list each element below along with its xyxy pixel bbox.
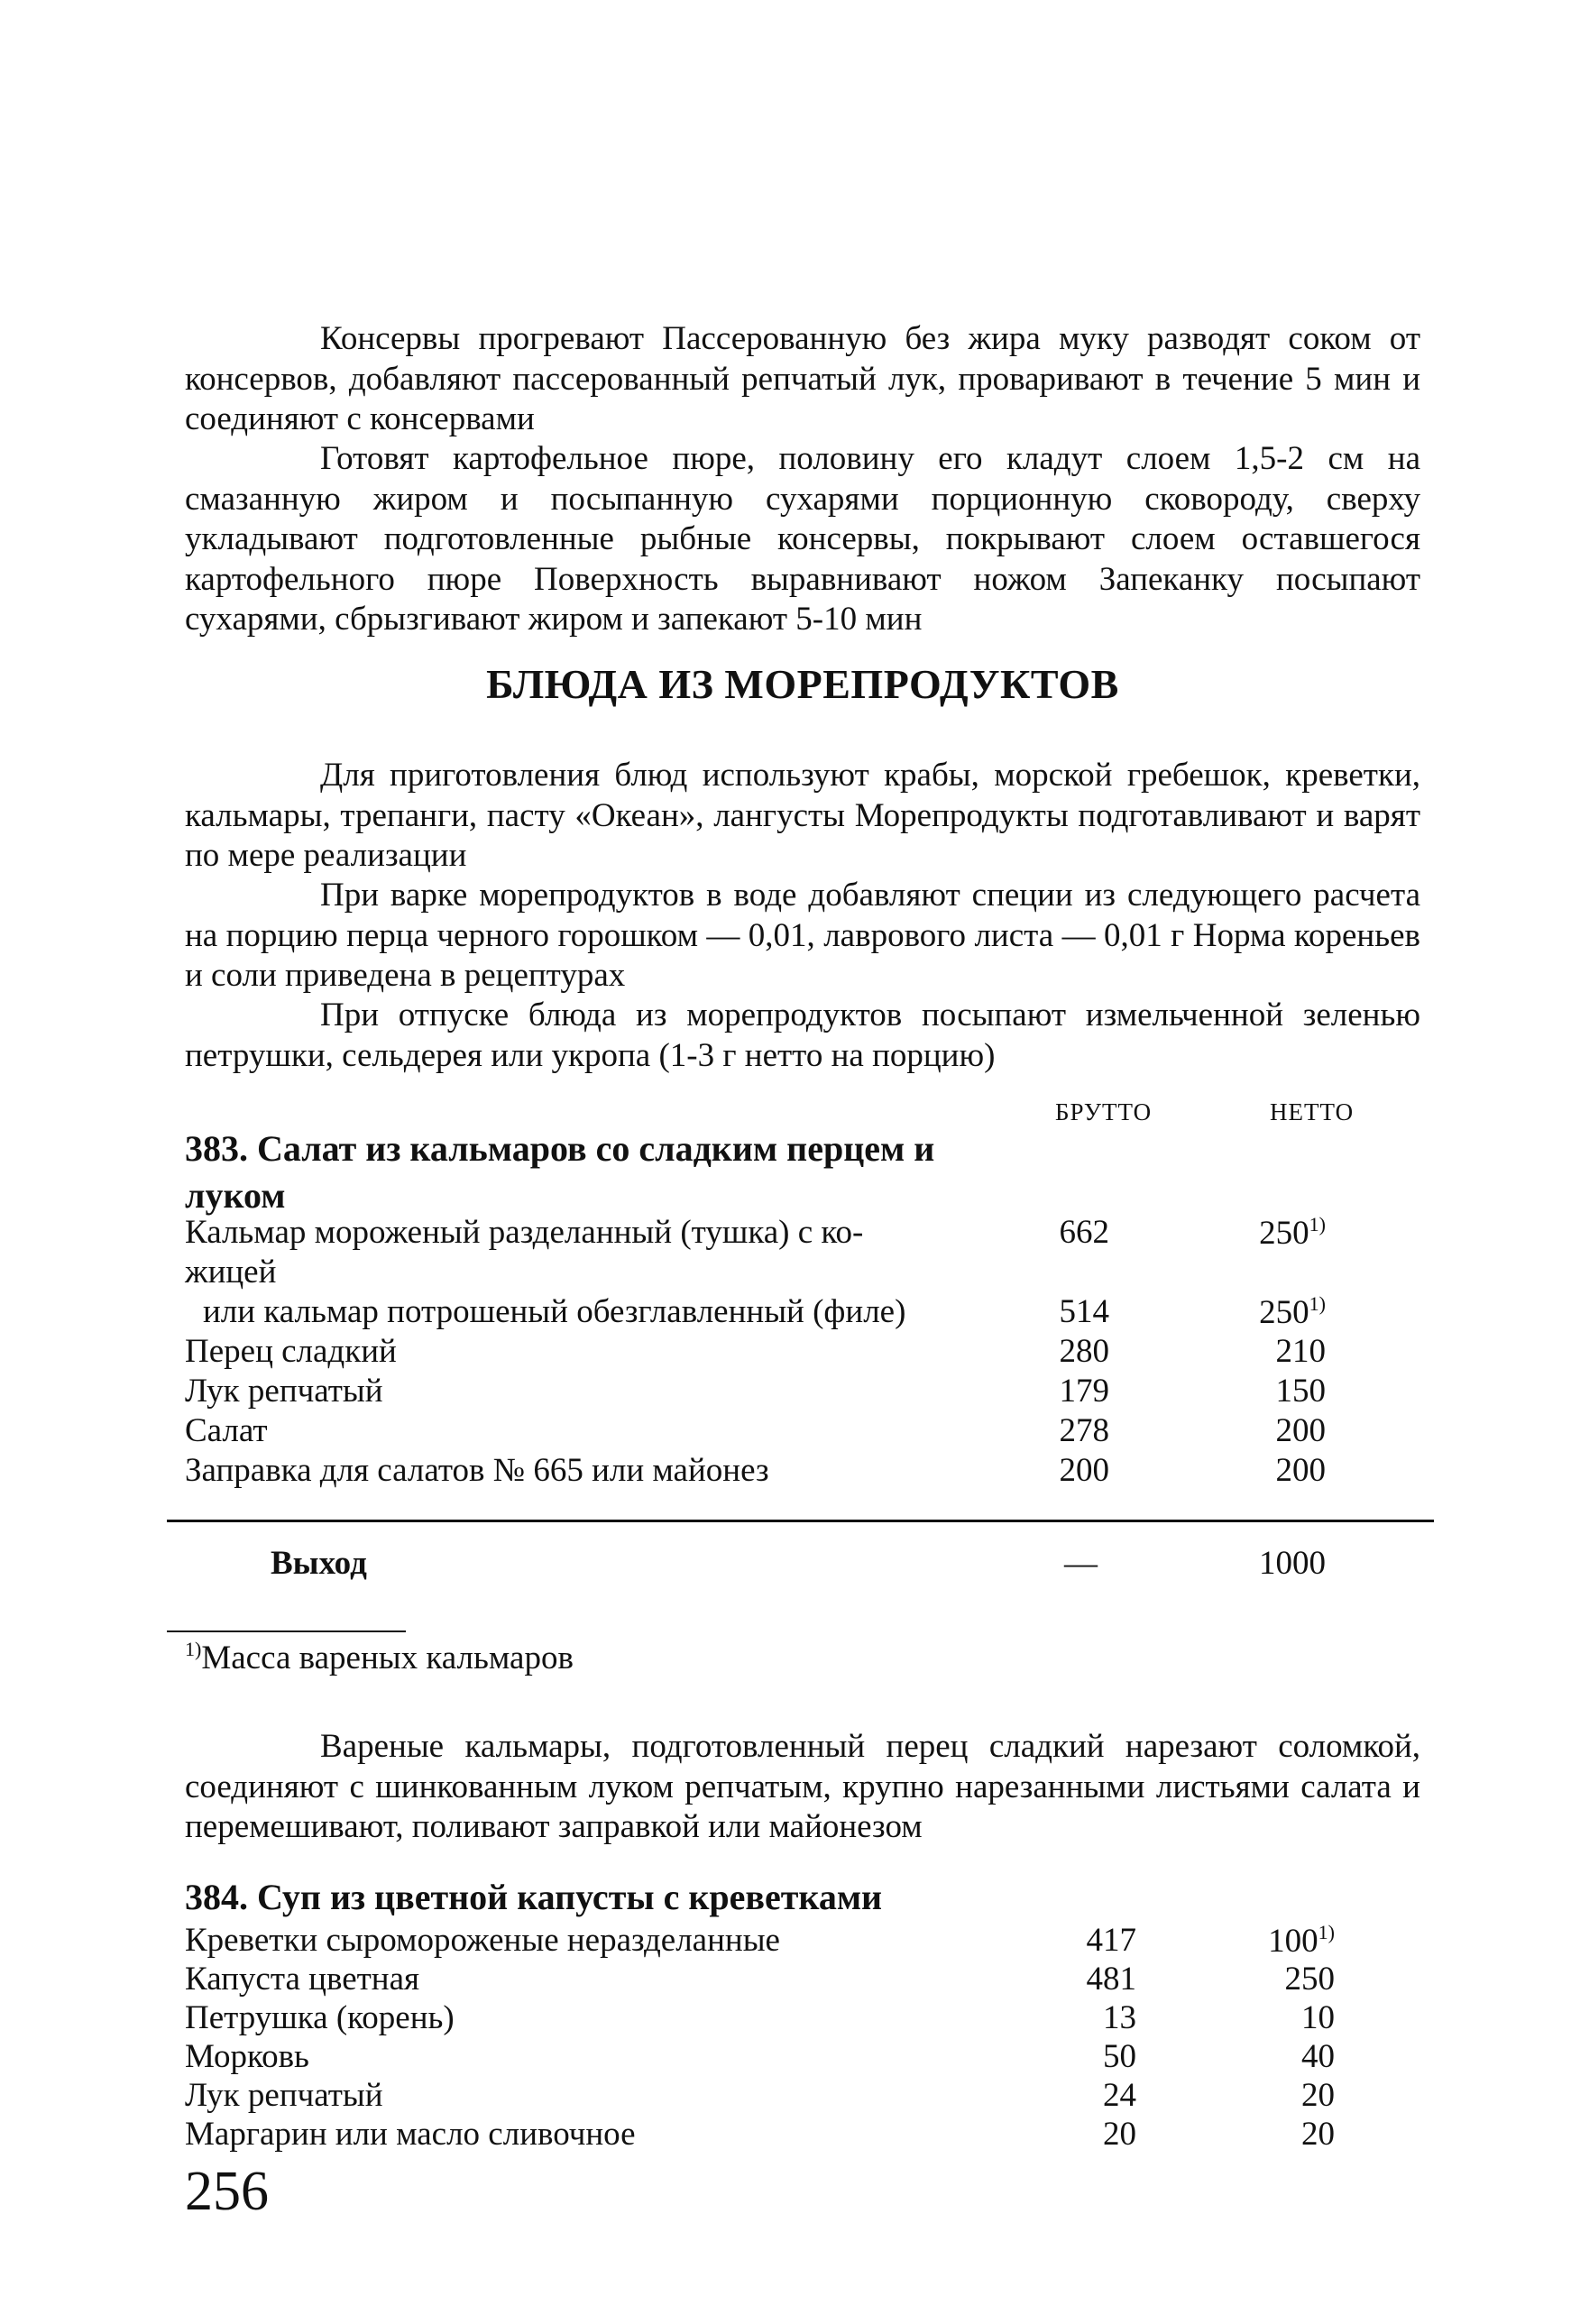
netto-value: 250$^{1)}$ <box>1259 1213 1326 1252</box>
brutto-value: 50 <box>1103 2038 1136 2075</box>
section-paragraph-3: При отпуске блюда из морепродуктов посыпают измельченной зеленью петрушки, сельдерея или укропа (1-3 г нетто на порцию) <box>185 997 1420 1074</box>
recipe-383-description: Вареные кальмары, подготовленный перец сладкий нарезают соломкой, соединяют с шинкованным луком репчатым, крупно нарезанными листьями салата и перемешивают, поливают заправкой или майонезом <box>185 1728 1420 1845</box>
brutto-value: 514 <box>1059 1293 1109 1330</box>
section-paragraph-2: При варке морепродуктов в воде добавляют специи из следующего расчета на порцию перца черного горошком — 0,01, лаврового листа — 0,01 г Норма кореньев и соли приведена в рецептурах <box>185 877 1420 994</box>
brutto-value: 24 <box>1103 2077 1136 2114</box>
netto-value: 200 <box>1275 1412 1326 1449</box>
intro-paragraph-1: Консервы прогревают Пассерованную без жира муку разводят соком от консервов, добавляют пассерованный репчатый лук, проваривают в течение 5 мин и соединяют с консервами <box>185 320 1420 437</box>
ingredient-name: Кальмар мороженый разделанный (тушка) с ко- <box>185 1214 864 1251</box>
brutto-value: 179 <box>1059 1373 1109 1410</box>
ingredient-name: жицей <box>185 1254 277 1291</box>
ingredient-row <box>0 1998 1571 2038</box>
ingredient-name: Перец сладкий <box>185 1333 397 1370</box>
netto-value: 250$^{1)}$ <box>1259 1292 1326 1331</box>
yield-netto: 1000 <box>1259 1545 1326 1582</box>
ingredient-row <box>0 1332 1571 1372</box>
netto-value: 100$^{1)}$ <box>1268 1921 1335 1960</box>
brutto-value: 13 <box>1103 1999 1136 2036</box>
column-header-brutto: БРУТТО <box>1055 1098 1153 1125</box>
yield-brutto: — <box>1064 1545 1098 1582</box>
page-number: 256 <box>185 2161 269 2222</box>
intro-paragraph-2: Готовят картофельное пюре, половину его кладут слоем 1,5-2 см на смазанную жиром и посыпанную сухарями порционную сковороду, сверху укладывают подготовленные рыбные консервы, покрывают слоем оставшегося картофельного пюре Поверхность выравнивают ножом Запеканку посыпают сухарями, сбрызгивают жиром и запекают 5-10 мин <box>185 440 1420 638</box>
netto-value: 10 <box>1301 1999 1335 2036</box>
ingredient-row <box>0 1213 1571 1253</box>
ingredient-row <box>0 1451 1571 1491</box>
ingredient-row-continuation <box>0 1253 1571 1292</box>
brutto-value: 662 <box>1059 1214 1109 1251</box>
ingredient-name: Капуста цветная <box>185 1961 420 1998</box>
netto-value: 20 <box>1301 2077 1335 2114</box>
ingredient-row <box>0 2076 1571 2116</box>
netto-value: 40 <box>1301 2038 1335 2075</box>
yield-label: Выход <box>271 1545 367 1582</box>
ingredient-row <box>0 1292 1571 1332</box>
column-header-netto: НЕТТО <box>1270 1098 1355 1125</box>
ingredient-name: Креветки сыромороженые неразделанные <box>185 1922 780 1959</box>
table-divider <box>167 1520 1434 1522</box>
ingredient-row <box>0 2037 1571 2077</box>
netto-value: 250 <box>1284 1961 1335 1998</box>
section-heading: БЛЮДА ИЗ МОРЕПРОДУКТОВ <box>486 661 1119 707</box>
ingredient-name: Петрушка (корень) <box>185 1999 455 2036</box>
footnote-rule <box>167 1630 406 1632</box>
netto-value: 150 <box>1275 1373 1326 1410</box>
netto-value: 20 <box>1301 2116 1335 2153</box>
ingredient-name: Маргарин или масло сливочное <box>185 2116 636 2153</box>
recipe-383-title: 383. Салат из кальмаров со сладким перцем и луком <box>185 1128 935 1216</box>
ingredient-name: Лук репчатый <box>185 1373 383 1410</box>
section-paragraph-1: Для приготовления блюд используют крабы, морской гребешок, креветки, кальмары, трепанги, пасту «Океан», лангусты Морепродукты подготавливают и варят по мере реализации <box>185 757 1420 874</box>
ingredient-name: Салат <box>185 1412 268 1449</box>
netto-value: 200 <box>1275 1452 1326 1489</box>
ingredient-row <box>0 1411 1571 1451</box>
netto-value: 210 <box>1275 1333 1326 1370</box>
brutto-value: 481 <box>1086 1961 1136 1998</box>
brutto-value: 417 <box>1086 1922 1136 1959</box>
recipe-384-title: 384. Суп из цветной капусты с креветками <box>185 1877 883 1917</box>
ingredient-row <box>0 1372 1571 1411</box>
footnote: $^{1)}$Масса вареных кальмаров <box>185 1638 574 1676</box>
ingredient-name: Заправка для салатов № 665 или майонез <box>185 1452 769 1489</box>
brutto-value: 280 <box>1059 1333 1109 1370</box>
brutto-value: 20 <box>1103 2116 1136 2153</box>
brutto-value: 278 <box>1059 1412 1109 1449</box>
ingredient-row <box>0 2115 1571 2154</box>
ingredient-name: Морковь <box>185 2038 309 2075</box>
brutto-value: 200 <box>1059 1452 1109 1489</box>
ingredient-name: или кальмар потрошеный обезглавленный (филе) <box>203 1293 906 1330</box>
ingredient-row <box>0 1960 1571 1999</box>
ingredient-row <box>0 1921 1571 1961</box>
ingredient-name: Лук репчатый <box>185 2077 383 2114</box>
